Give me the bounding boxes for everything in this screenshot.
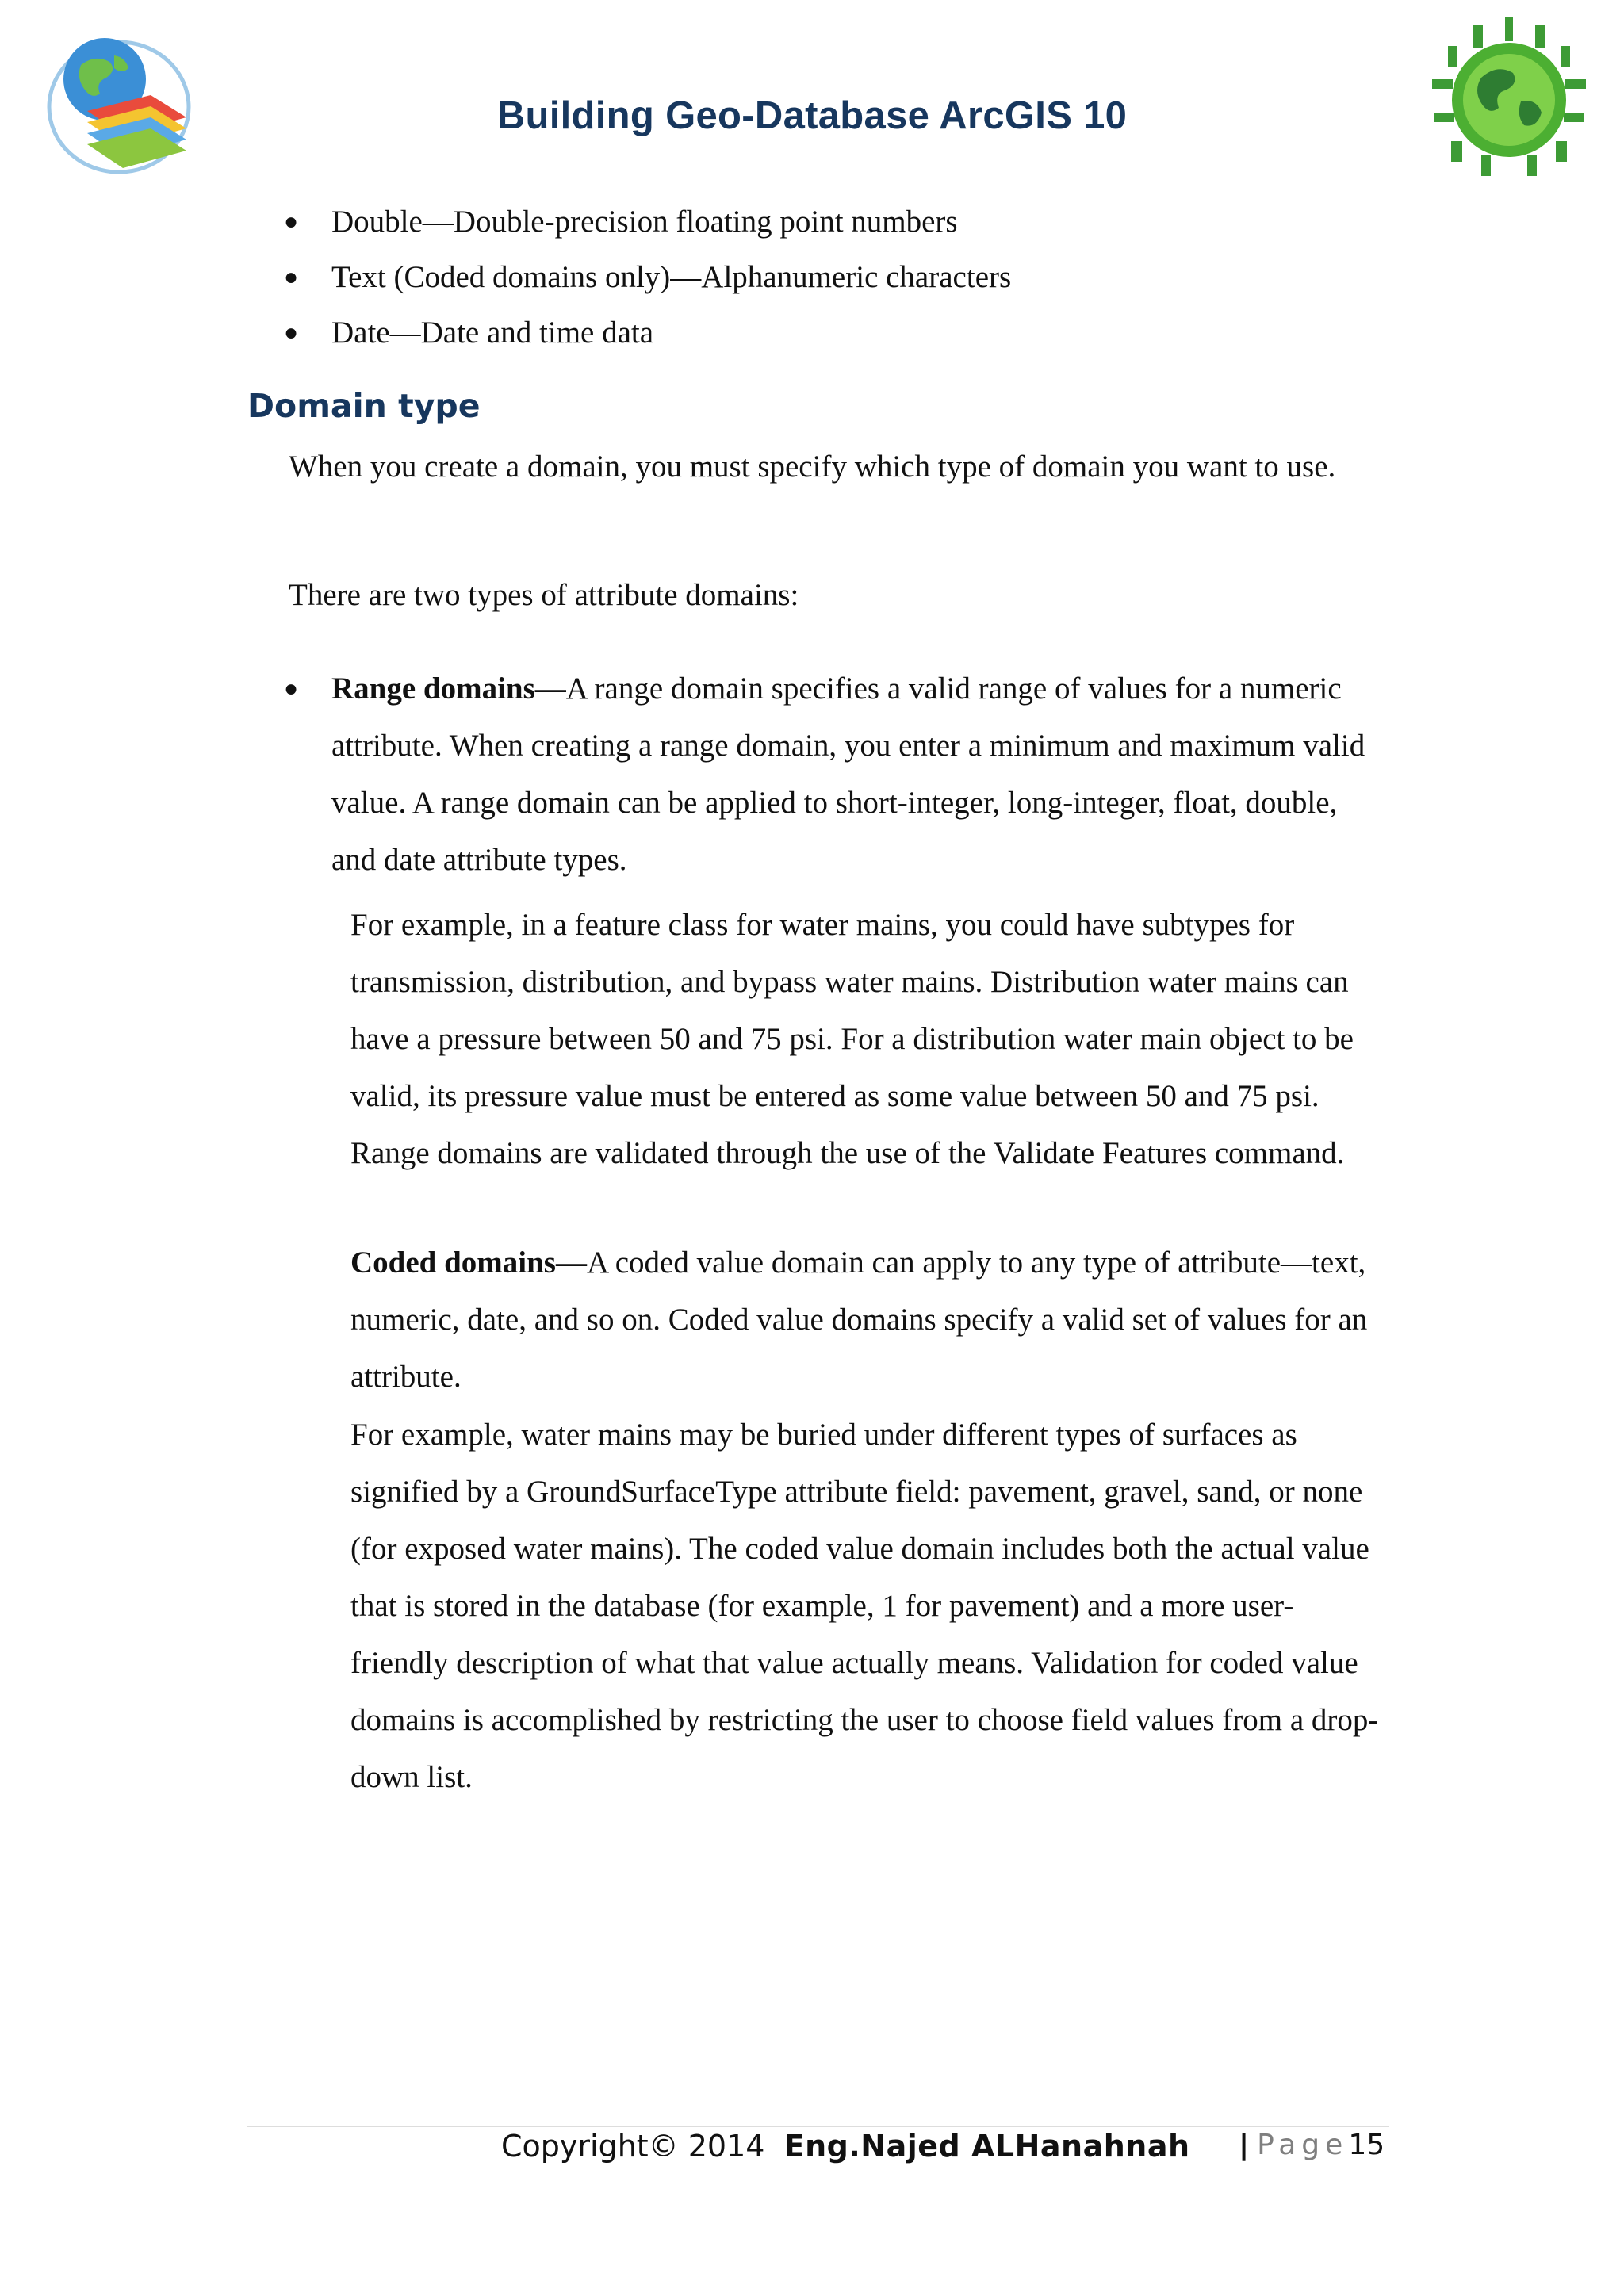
bullet-icon: ● xyxy=(284,209,299,235)
data-types-list xyxy=(276,193,1386,360)
footer-page-number xyxy=(1239,2129,1385,2161)
green-earth-icon xyxy=(1426,14,1592,181)
document-header-title: Building Geo-Database ArcGIS 10 xyxy=(496,94,1128,137)
footer-divider xyxy=(247,2126,1389,2127)
list-item xyxy=(276,193,1386,249)
coded-domains-description: A coded value domain can apply to any type of attribute—text, numeric, date, and so on. Coded value domains specify a valid set of values for an attribute. xyxy=(350,1246,1368,1394)
bullet-icon: ● xyxy=(284,320,299,346)
page-number: 15 xyxy=(1348,2129,1385,2161)
range-domains-text xyxy=(331,660,1370,889)
bullet-icon: ● xyxy=(284,675,299,702)
range-domains-example: For example, in a feature class for water mains, you could have subtypes for transmission, distribution, and bypass water mains. Distribution water mains can have a pressure between 50 and 75 psi. For a distribution water main object to be valid, its pressure value must be entered as some value between 50 and 75 psi. Range domains are validated through the use of the Validate Features command. xyxy=(350,908,1354,1170)
page-label: Page xyxy=(1257,2129,1349,2161)
range-domains-description: A range domain specifies a valid range of values for a numeric attribute. When creating a range domain, you enter a minimum and maximum valid value. A range domain can be applied to short-integer, long-integer, float, double, and date attribute types. xyxy=(331,672,1365,877)
list-item-text: Text (Coded domains only)—Alphanumeric characters xyxy=(331,260,1012,294)
intro-paragraph: When you create a domain, you must specify which type of domain you want to use. xyxy=(289,450,1336,484)
bullet-icon: ● xyxy=(284,264,299,290)
page-separator: | xyxy=(1239,2129,1250,2161)
range-domains-item xyxy=(276,660,1386,889)
author-name: Eng.Najed ALHanahnah xyxy=(783,2129,1190,2164)
coded-domains-label: Coded domains— xyxy=(350,1246,587,1280)
section-heading: Domain type xyxy=(247,387,481,425)
green-earth-logo xyxy=(1426,14,1592,181)
footer-copyright xyxy=(501,2129,1190,2164)
types-intro-paragraph: There are two types of attribute domains: xyxy=(289,578,799,612)
coded-domains-paragraph xyxy=(350,1234,1381,1406)
list-item xyxy=(276,304,1386,360)
range-domains-label: Range domains— xyxy=(331,672,566,706)
coded-domains-example: For example, water mains may be buried under different types of surfaces as signified by a GroundSurfaceType attribute field: pavement, gravel, sand, or none (for exposed water mains). The coded value domain includes both the actual value that is stored in the database (for example, 1 for pavement) and a more user-friendly description of what that value actually means. Validation for coded value domains is accomplished by restricting the user to choose field values from a drop-down list. xyxy=(350,1418,1379,1794)
list-item-text: Double—Double-precision floating point numbers xyxy=(331,205,958,239)
list-item-text: Date—Date and time data xyxy=(331,316,654,350)
copyright-text: Copyright© 2014 xyxy=(501,2129,765,2164)
list-item xyxy=(276,249,1386,304)
